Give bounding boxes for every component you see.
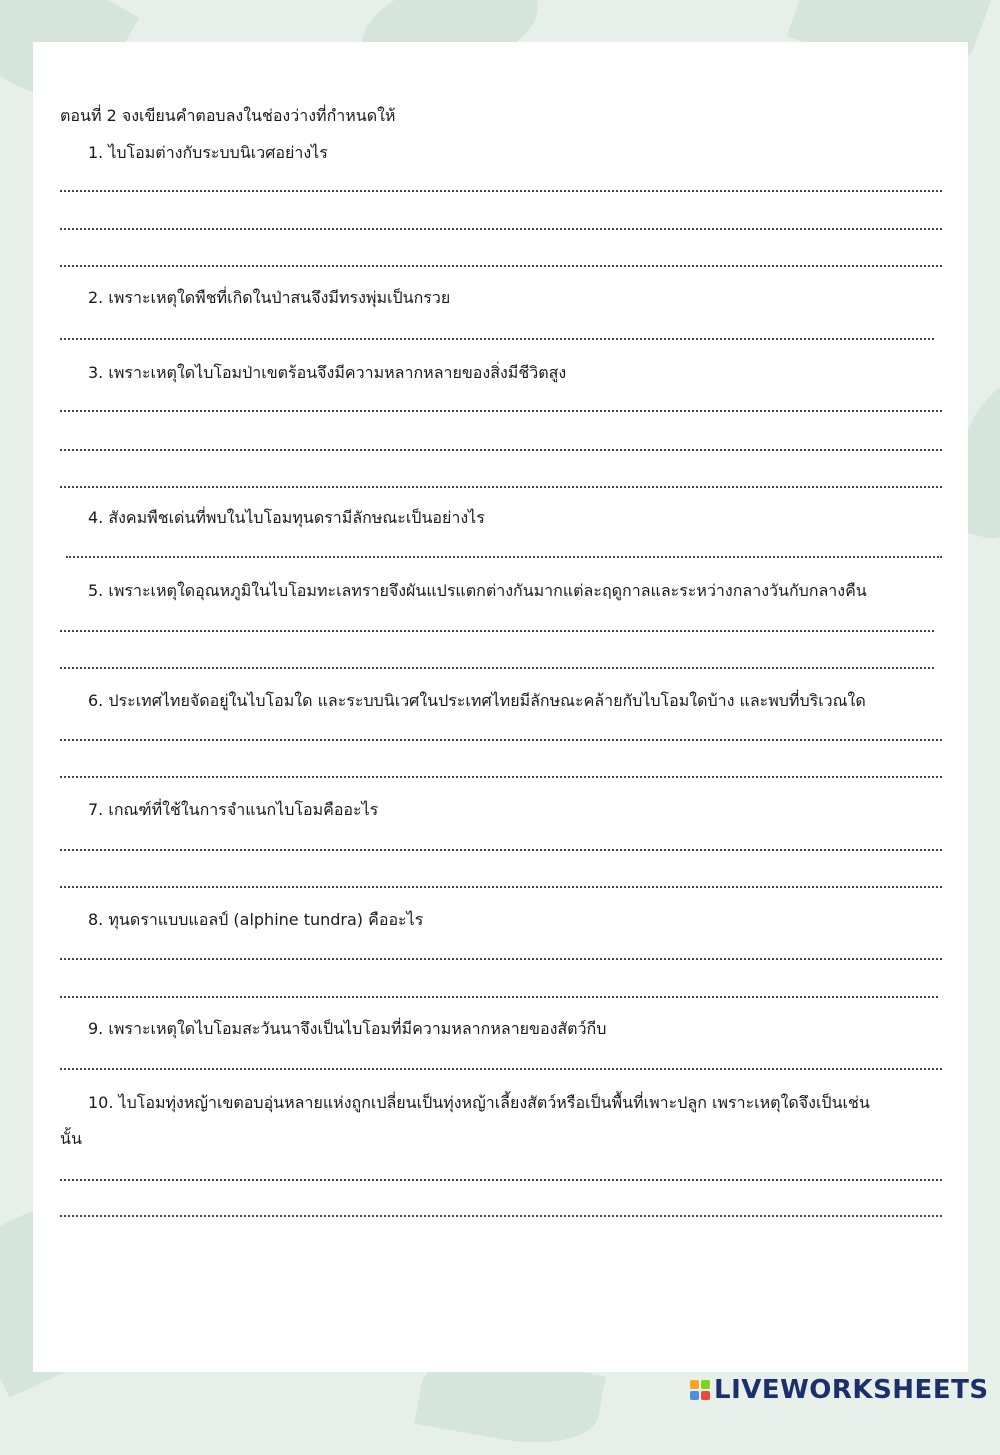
logo-square <box>701 1380 710 1389</box>
answer-line[interactable] <box>60 410 942 412</box>
answer-line[interactable] <box>60 190 942 192</box>
answer-line[interactable] <box>60 338 934 340</box>
question-5: 5. เพราะเหตุใดอุณหภูมิในไบโอมทะเลทรายจึงผันแปรแตกต่างกันมากแต่ละฤดูกาลและระหว่างกลางวันกับกลางคืน <box>88 581 867 600</box>
question-4: 4. สังคมพืชเด่นที่พบในไบโอมทุนดรามีลักษณะเป็นอย่างไร <box>88 508 485 527</box>
answer-line[interactable] <box>60 776 942 778</box>
answer-line[interactable] <box>60 886 942 888</box>
answer-line[interactable] <box>60 486 942 488</box>
answer-line[interactable] <box>60 265 942 267</box>
answer-line[interactable] <box>60 667 934 669</box>
brand-name: LIVEWORKSHEETS <box>714 1375 989 1405</box>
answer-line[interactable] <box>60 1215 942 1217</box>
answer-line[interactable] <box>60 449 942 451</box>
question-3: 3. เพราะเหตุใดไบโอมป่าเขตร้อนจึงมีความหลากหลายของสิ่งมีชีวิตสูง <box>88 363 567 382</box>
answer-line[interactable] <box>60 1179 942 1181</box>
question-9: 9. เพราะเหตุใดไบโอมสะวันนาจึงเป็นไบโอมที่มีความหลากหลายของสัตว์กีบ <box>88 1019 607 1038</box>
question-8: 8. ทุนดราแบบแอลป์ (alphine tundra) คืออะไร <box>88 910 424 929</box>
liveworksheets-icon <box>690 1380 710 1400</box>
answer-line[interactable] <box>60 739 942 741</box>
section-heading: ตอนที่ 2 จงเขียนคำตอบลงในช่องว่างที่กำหนดให้ <box>60 106 396 125</box>
answer-line[interactable] <box>66 556 942 558</box>
answer-line[interactable] <box>60 228 942 230</box>
question-10: 10. ไบโอมทุ่งหญ้าเขตอบอุ่นหลายแห่งถูกเปลี่ยนเป็นทุ่งหญ้าเลี้ยงสัตว์หรือเป็นพื้นที่เพาะปลูก เพราะเหตุใดจึงเป็นเช่น <box>88 1093 870 1112</box>
answer-line[interactable] <box>60 1068 942 1070</box>
answer-line[interactable] <box>60 849 942 851</box>
liveworksheets-logo[interactable] <box>690 1374 989 1406</box>
answer-line[interactable] <box>60 958 942 960</box>
logo-square <box>690 1391 699 1400</box>
question-10-continuation: นั้น <box>60 1129 82 1148</box>
logo-square <box>690 1380 699 1389</box>
question-7: 7. เกณฑ์ที่ใช้ในการจำแนกไบโอมคืออะไร <box>88 800 379 819</box>
question-2: 2. เพราะเหตุใดพืชที่เกิดในป่าสนจึงมีทรงพุ่มเป็นกรวย <box>88 288 451 307</box>
logo-square <box>701 1391 710 1400</box>
answer-line[interactable] <box>60 996 938 998</box>
question-6: 6. ประเทศไทยจัดอยู่ในไบโอมใด และระบบนิเวศในประเทศไทยมีลักษณะคล้ายกับไบโอมใดบ้าง และพบที่บริเวณใด <box>88 691 866 710</box>
question-1: 1. ไบโอมต่างกับระบบนิเวศอย่างไร <box>88 143 328 162</box>
answer-line[interactable] <box>60 630 934 632</box>
